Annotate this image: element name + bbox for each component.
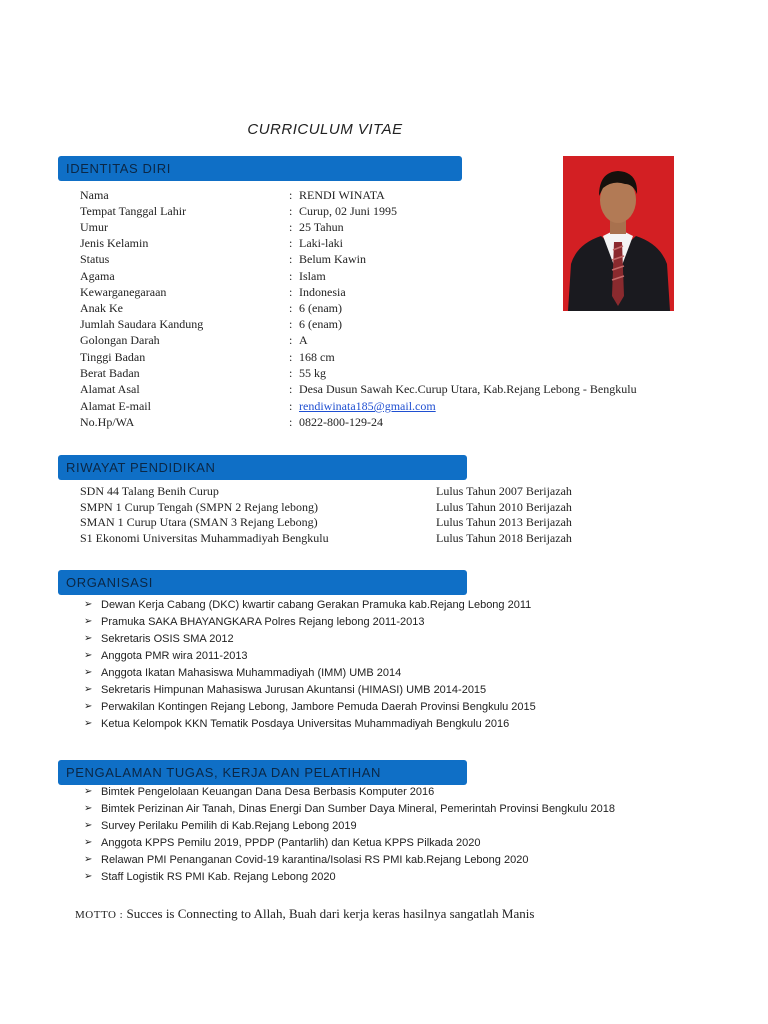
identity-label: Tinggi Badan bbox=[80, 350, 146, 364]
motto-text: Succes is Connecting to Allah, Buah dari kerja keras hasilnya sangatlah Manis bbox=[126, 906, 535, 921]
colon: : bbox=[289, 366, 293, 380]
identity-label: Golongan Darah bbox=[80, 333, 160, 347]
arrow-bullet-icon: ➢ bbox=[84, 633, 93, 644]
colon: : bbox=[289, 188, 293, 202]
arrow-bullet-icon: ➢ bbox=[84, 854, 93, 865]
identity-value: 6 (enam) bbox=[299, 301, 342, 315]
colon: : bbox=[289, 252, 293, 266]
colon: : bbox=[289, 333, 293, 347]
motto bbox=[75, 906, 534, 922]
arrow-bullet-icon: ➢ bbox=[84, 803, 93, 814]
organisasi-text: Sekretaris Himpunan Mahasiswa Jurusan Akuntansi (HIMASI) UMB 2014-2015 bbox=[101, 684, 487, 696]
identity-value: Indonesia bbox=[299, 285, 346, 299]
arrow-bullet-icon: ➢ bbox=[84, 684, 93, 695]
colon: : bbox=[289, 204, 293, 218]
education-status: Lulus Tahun 2018 Berijazah bbox=[436, 531, 572, 545]
identity-value: 0822-800-129-24 bbox=[299, 415, 383, 429]
identity-value: RENDI WINATA bbox=[299, 188, 385, 202]
identity-value: Curup, 02 Juni 1995 bbox=[299, 204, 398, 218]
colon: : bbox=[289, 399, 293, 413]
education-status: Lulus Tahun 2013 Berijazah bbox=[436, 515, 572, 529]
identity-label: Tempat Tanggal Lahir bbox=[80, 204, 187, 218]
arrow-bullet-icon: ➢ bbox=[84, 718, 93, 729]
identity-value: Islam bbox=[299, 269, 326, 283]
colon: : bbox=[289, 415, 293, 429]
arrow-bullet-icon: ➢ bbox=[84, 599, 93, 610]
education-school: SMAN 1 Curup Utara (SMAN 3 Rejang Lebong) bbox=[80, 515, 318, 529]
section-header-identitas: IDENTITAS DIRI bbox=[58, 156, 462, 181]
organisasi-text: Anggota Ikatan Mahasiswa Muhammadiyah (IMM) UMB 2014 bbox=[101, 667, 402, 679]
colon: : bbox=[289, 350, 293, 364]
arrow-bullet-icon: ➢ bbox=[84, 667, 93, 678]
identity-value: Desa Dusun Sawah Kec.Curup Utara, Kab.Rejang Lebong - Bengkulu bbox=[299, 382, 637, 396]
colon: : bbox=[289, 269, 293, 283]
pengalaman-text: Bimtek Perizinan Air Tanah, Dinas Energi Dan Sumber Daya Mineral, Pemerintah Provinsi Bengkulu 2018 bbox=[101, 803, 616, 815]
identity-value: 25 Tahun bbox=[299, 220, 344, 234]
identity-value: A bbox=[299, 333, 308, 347]
identity-value: 168 cm bbox=[299, 350, 335, 364]
identity-value: Belum Kawin bbox=[299, 252, 366, 266]
organisasi-text: Anggota PMR wira 2011-2013 bbox=[101, 650, 248, 662]
education-status: Lulus Tahun 2010 Berijazah bbox=[436, 500, 572, 514]
pengalaman-text: Bimtek Pengelolaan Keuangan Dana Desa Berbasis Komputer 2016 bbox=[101, 786, 435, 798]
profile-photo bbox=[563, 156, 674, 311]
identity-label: Anak Ke bbox=[80, 301, 123, 315]
education-row bbox=[80, 500, 620, 516]
identity-label: Status bbox=[80, 252, 110, 266]
colon: : bbox=[289, 220, 293, 234]
colon: : bbox=[289, 285, 293, 299]
identity-label: Alamat E-mail bbox=[80, 399, 151, 413]
pengalaman-text: Survey Perilaku Pemilih di Kab.Rejang Lebong 2019 bbox=[101, 820, 357, 832]
education-status: Lulus Tahun 2007 Berijazah bbox=[436, 484, 572, 498]
pengalaman-text: Relawan PMI Penanganan Covid-19 karantina/Isolasi RS PMI kab.Rejang Lebong 2020 bbox=[101, 854, 529, 866]
arrow-bullet-icon: ➢ bbox=[84, 871, 93, 882]
organisasi-text: Pramuka SAKA BHAYANGKARA Polres Rejang lebong 2011-2013 bbox=[101, 616, 425, 628]
colon: : bbox=[289, 236, 293, 250]
identity-label: Agama bbox=[80, 269, 115, 283]
identity-label: Kewarganegaraan bbox=[80, 285, 167, 299]
arrow-bullet-icon: ➢ bbox=[84, 837, 93, 848]
identity-label: Jumlah Saudara Kandung bbox=[80, 317, 204, 331]
section-header-pengalaman: PENGALAMAN TUGAS, KERJA DAN PELATIHAN bbox=[58, 760, 467, 785]
person-portrait-icon bbox=[563, 156, 674, 311]
organisasi-text: Sekretaris OSIS SMA 2012 bbox=[101, 633, 234, 645]
arrow-bullet-icon: ➢ bbox=[84, 650, 93, 661]
identity-label: Alamat Asal bbox=[80, 382, 140, 396]
education-row bbox=[80, 531, 620, 547]
pengalaman-text: Staff Logistik RS PMI Kab. Rejang Lebong 2020 bbox=[101, 871, 336, 883]
education-row bbox=[80, 515, 620, 531]
identity-label: Jenis Kelamin bbox=[80, 236, 149, 250]
education-school: SDN 44 Talang Benih Curup bbox=[80, 484, 219, 498]
organisasi-text: Dewan Kerja Cabang (DKC) kwartir cabang Gerakan Pramuka kab.Rejang Lebong 2011 bbox=[101, 599, 532, 611]
education-row bbox=[80, 484, 620, 500]
identity-label: Nama bbox=[80, 188, 109, 202]
organisasi-text: Ketua Kelompok KKN Tematik Posdaya Universitas Muhammadiyah Bengkulu 2016 bbox=[101, 718, 510, 730]
identity-label: Umur bbox=[80, 220, 108, 234]
arrow-bullet-icon: ➢ bbox=[84, 786, 93, 797]
arrow-bullet-icon: ➢ bbox=[84, 616, 93, 627]
identity-label: No.Hp/WA bbox=[80, 415, 135, 429]
education-school: SMPN 1 Curup Tengah (SMPN 2 Rejang lebong) bbox=[80, 500, 318, 514]
email-link[interactable]: rendiwinata185@gmail.com bbox=[299, 399, 436, 413]
arrow-bullet-icon: ➢ bbox=[84, 820, 93, 831]
section-header-pendidikan: RIWAYAT PENDIDIKAN bbox=[58, 455, 467, 480]
colon: : bbox=[289, 382, 293, 396]
colon: : bbox=[289, 301, 293, 315]
motto-label: MOTTO : bbox=[75, 909, 124, 921]
section-header-organisasi: ORGANISASI bbox=[58, 570, 467, 595]
arrow-bullet-icon: ➢ bbox=[84, 701, 93, 712]
identity-value: 55 kg bbox=[299, 366, 326, 380]
page-title: CURRICULUM VITAE bbox=[247, 121, 403, 138]
identity-label: Berat Badan bbox=[80, 366, 140, 380]
education-school: S1 Ekonomi Universitas Muhammadiyah Bengkulu bbox=[80, 531, 329, 545]
colon: : bbox=[289, 317, 293, 331]
identity-value: 6 (enam) bbox=[299, 317, 342, 331]
identity-value: Laki-laki bbox=[299, 236, 343, 250]
organisasi-text: Perwakilan Kontingen Rejang Lebong, Jambore Pemuda Daerah Provinsi Bengkulu 2015 bbox=[101, 701, 536, 713]
pengalaman-text: Anggota KPPS Pemilu 2019, PPDP (Pantarlih) dan Ketua KPPS Pilkada 2020 bbox=[101, 837, 481, 849]
